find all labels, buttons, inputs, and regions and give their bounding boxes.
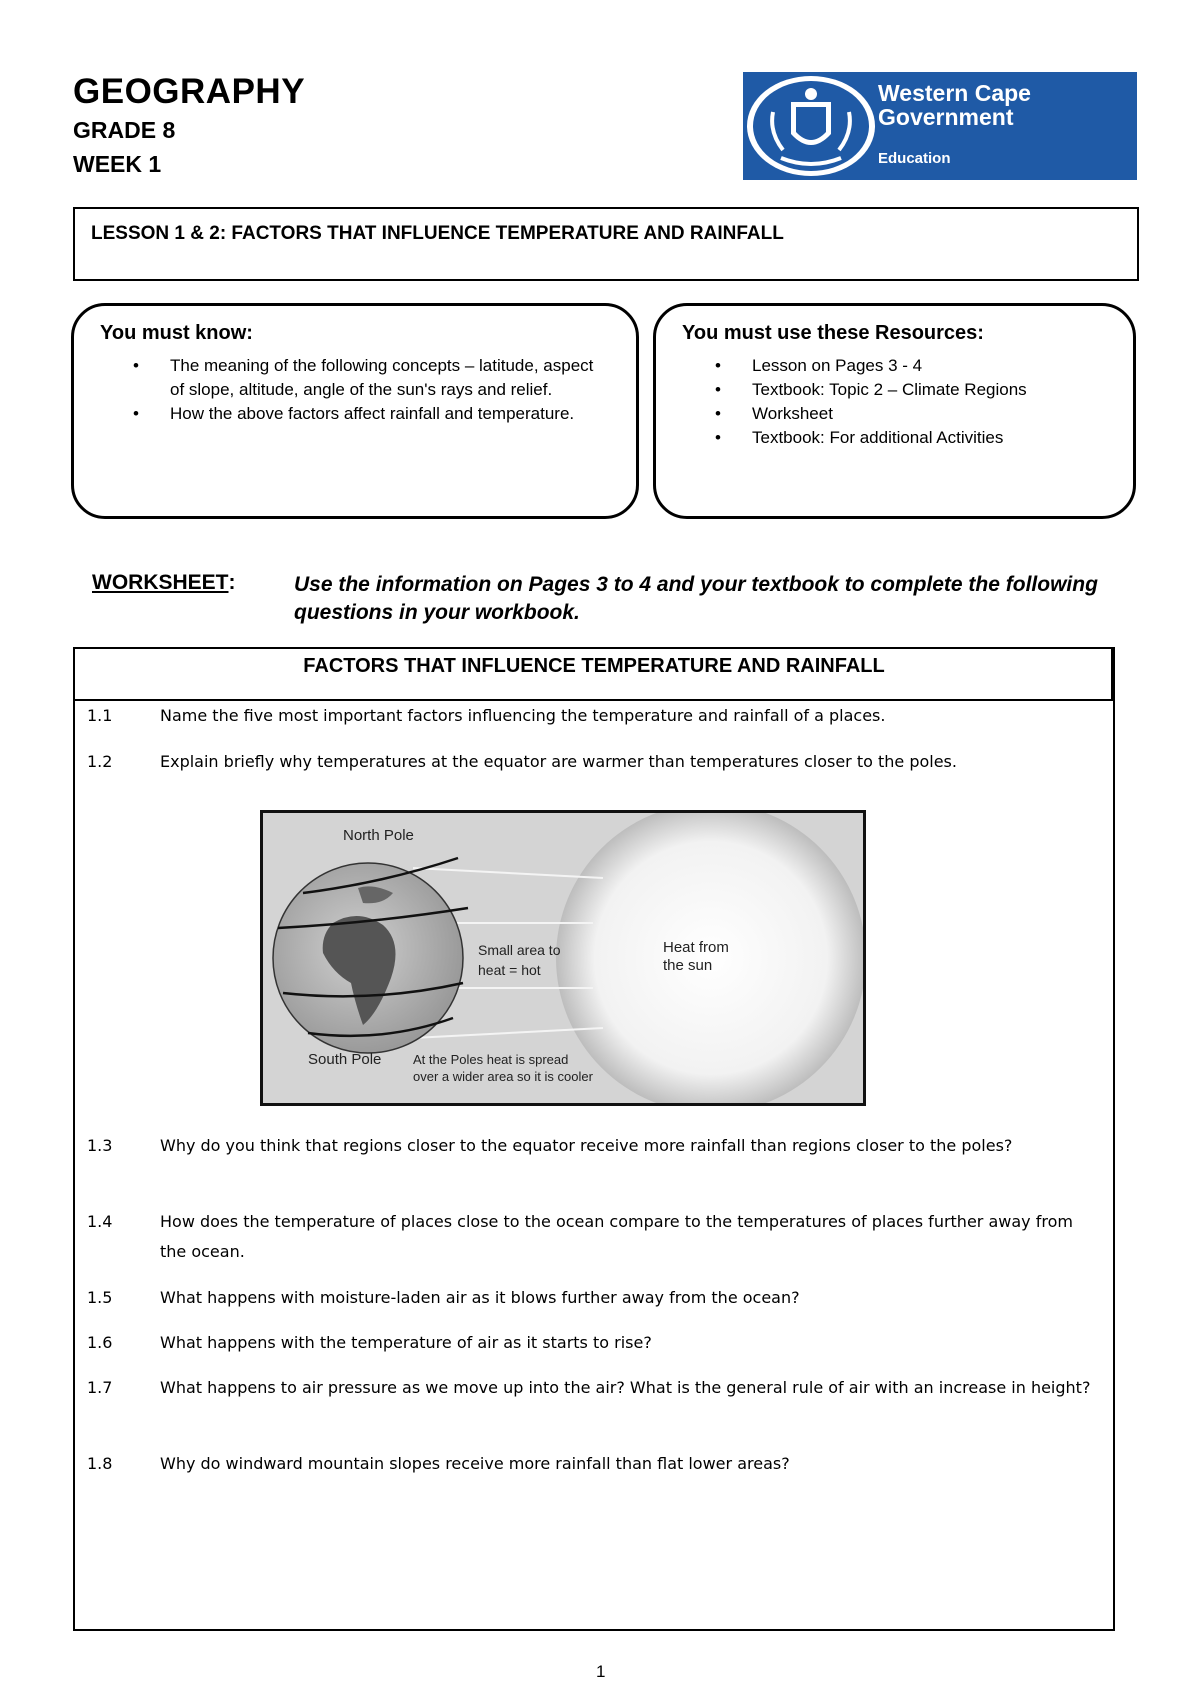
questions-table [73, 647, 1115, 1631]
question-row: 1.8 Why do windward mountain slopes receive more rainfall than flat lower areas? [87, 1454, 790, 1473]
question-row: 1.7 What happens to air pressure as we move up into the air? What is the general rule of air with an increase in height? [87, 1378, 1091, 1397]
list-item: • How the above factors affect rainfall and temperature. [133, 404, 575, 423]
small-area-label-1: Small area to [478, 942, 561, 958]
must-know-box [71, 303, 639, 519]
question-row: 1.6 What happens with the temperature of air as it starts to rise? [87, 1333, 652, 1352]
must-know-list [100, 354, 600, 426]
page-number: 1 [596, 1662, 606, 1681]
question-row: 1.2 Explain briefly why temperatures at the equator are warmer than temperatures closer to the poles. [87, 752, 957, 771]
table-title: FACTORS THAT INFLUENCE TEMPERATURE AND RAINFALL [303, 655, 885, 677]
poles-caption-1: At the Poles heat is spread [413, 1052, 569, 1067]
resources-list [682, 354, 1122, 450]
question-row: 1.1 Name the five most important factors influencing the temperature and rainfall of a places. [87, 706, 886, 725]
resources-heading: You must use these Resources: [682, 322, 984, 344]
list-item: • Lesson on Pages 3 - 4 [715, 356, 923, 375]
logo-line-1: Western Cape [878, 80, 1031, 106]
logo-line-2: Government [878, 104, 1014, 130]
north-pole-label: North Pole [343, 827, 414, 844]
question-row: 1.4 How does the temperature of places close to the ocean compare to the temperatures of places further away from the ocean. [87, 1212, 1073, 1261]
south-pole-label: South Pole [308, 1051, 382, 1068]
small-area-label-2: heat = hot [478, 962, 541, 978]
logo-line-3: Education [878, 150, 951, 167]
heat-label-2: the sun [663, 957, 713, 974]
worksheet-instruction: Use the information on Pages 3 to 4 and your textbook to complete the following questions in your workbook. [294, 573, 1098, 624]
list-item: • The meaning of the following concepts – latitude, aspect of slope, altitude, angle of the sun's rays and relief. [133, 356, 594, 399]
lesson-title: LESSON 1 & 2: FACTORS THAT INFLUENCE TEMPERATURE AND RAINFALL [91, 223, 784, 244]
wcg-logo [743, 72, 1137, 180]
list-item: • Textbook: For additional Activities [715, 428, 1004, 447]
poles-caption-2: over a wider area so it is cooler [413, 1069, 593, 1084]
heat-label-1: Heat from [663, 939, 729, 956]
list-item: • Worksheet [715, 404, 833, 423]
list-item: • Textbook: Topic 2 – Climate Regions [715, 380, 1027, 399]
week-label: WEEK 1 [73, 151, 162, 177]
worksheet-label: WORKSHEET: [92, 571, 236, 594]
question-row: 1.5 What happens with moisture-laden air as it blows further away from the ocean? [87, 1288, 800, 1307]
question-row: 1.3 Why do you think that regions closer to the equator receive more rainfall than regions closer to the poles? [87, 1136, 1013, 1155]
subject-title: GEOGRAPHY [73, 72, 306, 111]
resources-box [653, 303, 1136, 519]
sun-rays-figure [260, 810, 866, 1106]
must-know-heading: You must know: [100, 322, 253, 344]
table-divider [1111, 647, 1113, 699]
grade-label: GRADE 8 [73, 117, 176, 143]
table-header [75, 649, 1113, 701]
lesson-title-box [73, 207, 1139, 281]
